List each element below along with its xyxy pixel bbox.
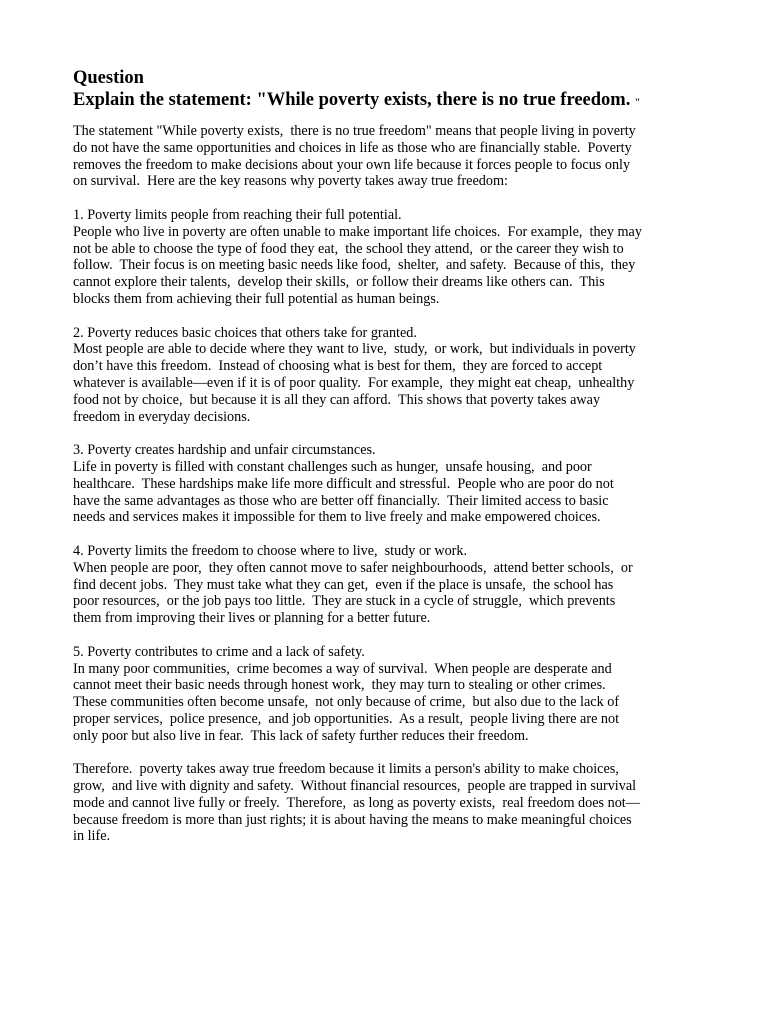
paragraph-point-2 bbox=[73, 325, 698, 426]
text-line: removes the freedom to make decisions about your own life because it forces people to focus only bbox=[73, 156, 631, 173]
text-line: in life. bbox=[73, 828, 111, 845]
text-line: on survival. Here are the key reasons why poverty takes away true freedom: bbox=[73, 173, 508, 190]
text-line: have the same advantages as those who are better off financially. Their limited access to basic bbox=[73, 492, 609, 509]
paragraph-point-3 bbox=[73, 442, 698, 526]
text-line: The statement "While poverty exists, there is no true freedom" means that people living in poverty bbox=[73, 123, 636, 139]
text-line: food not by choice, but because it is all they can afford. This shows that poverty takes away bbox=[73, 391, 601, 408]
question-title bbox=[73, 89, 698, 111]
text-line: These communities often become unsafe, not only because of crime, but also due to the lack of bbox=[73, 694, 620, 711]
text-line: cannot meet their basic needs through honest work, they may turn to stealing or other crimes. bbox=[73, 677, 606, 694]
text-line: cannot explore their talents, develop their skills, or follow their dreams like others can. This bbox=[73, 274, 605, 291]
text-line: blocks them from achieving their full potential as human beings. bbox=[73, 290, 440, 307]
paragraph-point-4 bbox=[73, 543, 698, 627]
point-heading: 1. Poverty limits people from reaching their full potential. bbox=[73, 206, 402, 223]
paragraph-point-1 bbox=[73, 207, 698, 308]
text-line: because freedom is more than just rights; it is about having the means to make meaningful choices bbox=[73, 811, 632, 828]
text-line: mode and cannot live fully or freely. Therefore, as long as poverty exists, real freedom does not— bbox=[73, 794, 640, 811]
text-line: Life in poverty is filled with constant challenges such as hunger, unsafe housing, and poor bbox=[73, 458, 592, 475]
text-line: whatever is available—even if it is of poor quality. For example, they might eat cheap, unhealthy bbox=[73, 374, 635, 391]
point-heading: 2. Poverty reduces basic choices that others take for granted. bbox=[73, 324, 417, 341]
paragraph-gap bbox=[73, 190, 698, 207]
text-line: People who live in poverty are often unable to make important life choices. For example, they may bbox=[73, 223, 642, 240]
paragraph-intro bbox=[73, 123, 698, 190]
paragraph-gap bbox=[73, 627, 698, 644]
text-line: follow. Their focus is on meeting basic needs like food, shelter, and safety. Because of this, they bbox=[73, 257, 636, 274]
text-line: In many poor communities, crime becomes a way of survival. When people are desperate and bbox=[73, 660, 612, 677]
text-line: freedom in everyday decisions. bbox=[73, 408, 251, 425]
text-line: do not have the same opportunities and choices in life as those who are financially stable. Poverty bbox=[73, 139, 632, 156]
text-line: them from improving their lives or planning for a better future. bbox=[73, 610, 431, 627]
paragraph-gap bbox=[73, 308, 698, 325]
text-line: proper services, police presence, and job opportunities. As a result, people living there are not bbox=[73, 710, 620, 727]
paragraph-gap bbox=[73, 526, 698, 543]
question-title-text: Explain the statement: "While poverty exists, there is no true freedom. bbox=[73, 90, 635, 110]
point-heading: 3. Poverty creates hardship and unfair circumstances. bbox=[73, 442, 376, 459]
question-label: Question bbox=[73, 68, 144, 88]
paragraph-conclusion bbox=[73, 761, 698, 845]
text-line: needs and services makes it impossible for them to live freely and make empowered choices. bbox=[73, 509, 601, 526]
text-line: don’t have this freedom. Instead of choosing what is best for them, they are forced to accept bbox=[73, 358, 603, 375]
text-line: find decent jobs. They must take what they can get, even if the place is unsafe, the school has bbox=[73, 576, 614, 593]
spacer bbox=[73, 111, 698, 123]
point-heading: 4. Poverty limits the freedom to choose where to live, study or work. bbox=[73, 542, 468, 559]
point-heading: 5. Poverty contributes to crime and a lack of safety. bbox=[73, 643, 365, 660]
text-line: Therefore. poverty takes away true freedom because it limits a person's ability to make choices, bbox=[73, 761, 619, 778]
document-body bbox=[73, 123, 698, 845]
question-heading bbox=[73, 67, 698, 111]
document-page bbox=[73, 67, 698, 845]
text-line: healthcare. These hardships make life more difficult and stressful. People who are poor do not bbox=[73, 475, 614, 492]
text-line: grow, and live with dignity and safety. Without financial resources, people are trapped in survival bbox=[73, 778, 637, 795]
text-line: not be able to choose the type of food they eat, the school they attend, or the career they wish to bbox=[73, 240, 624, 257]
text-line: Most people are able to decide where they want to live, study, or work, but individuals in poverty bbox=[73, 341, 636, 358]
paragraph-point-5 bbox=[73, 644, 698, 745]
text-line: only poor but also live in fear. This lack of safety further reduces their freedom. bbox=[73, 727, 529, 744]
paragraph-gap bbox=[73, 744, 698, 761]
paragraph-gap bbox=[73, 425, 698, 442]
text-line: poor resources, or the job pays too little. They are stuck in a cycle of struggle, which prevents bbox=[73, 593, 616, 610]
question-title-end-quote: " bbox=[634, 95, 640, 109]
text-line: When people are poor, they often cannot move to safer neighbourhoods, attend better schools, or bbox=[73, 559, 633, 576]
